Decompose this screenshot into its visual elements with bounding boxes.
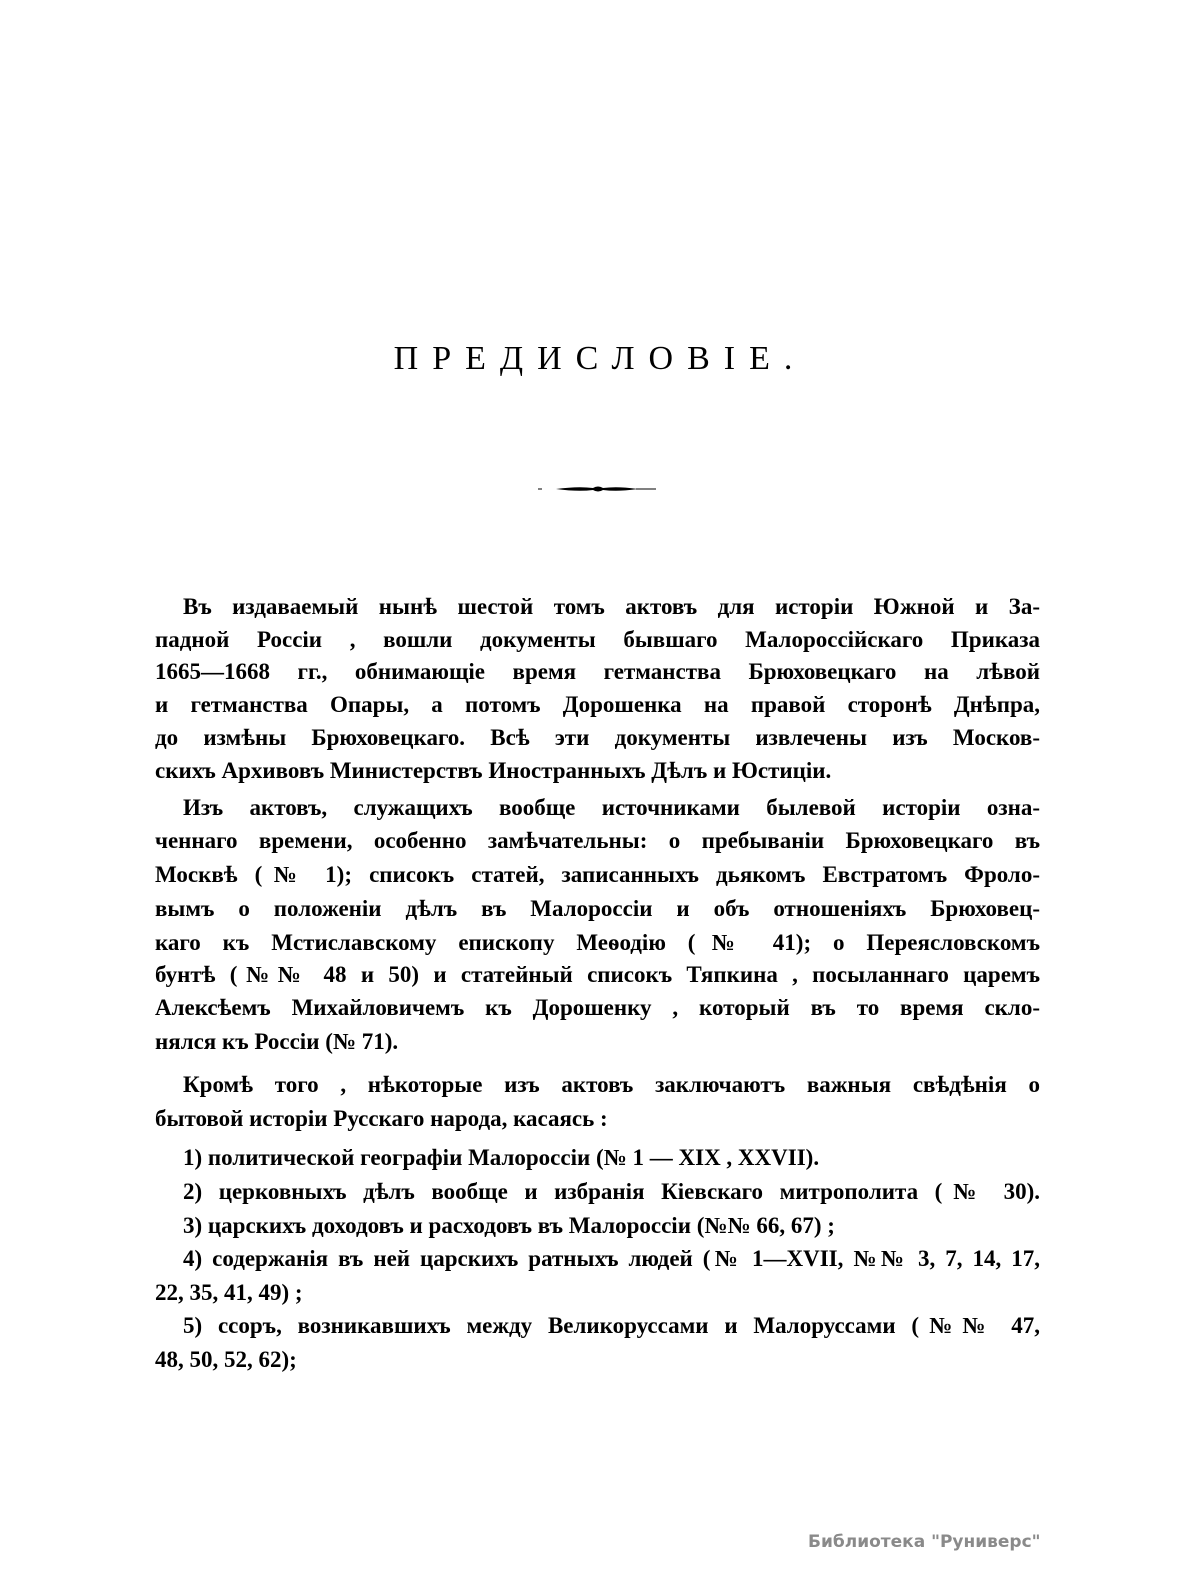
text-line: вымъ о положеніи дѣлъ въ Малороссіи и объ отношеніяхъ Брюховец-: [155, 896, 1040, 921]
library-watermark: Библиотека "Руниверс": [808, 1532, 1041, 1552]
text-line: 4) содержанія въ ней царскихъ ратныхъ людей (№ 1—XVII, №№ 3, 7, 14, 17,: [183, 1246, 1040, 1271]
text-line: бытовой исторіи Русскаго народа, касаясь :: [155, 1106, 608, 1131]
text-line: 48, 50, 52, 62);: [155, 1347, 297, 1372]
text-line: ченнаго времени, особенно замѣчательны: о пребываніи Брюховецкаго въ: [155, 828, 1040, 853]
text-line: 1665—1668 гг., обнимающіе время гетманства Брюховецкаго на лѣвой: [155, 659, 1040, 684]
text-line: до измѣны Брюховецкаго. Всѣ эти документы извлечены изъ Москов-: [155, 725, 1040, 750]
text-line: бунтѣ (№№ 48 и 50) и статейный списокъ Тяпкина , посыланнаго царемъ: [155, 962, 1040, 987]
text-line: 1) политической географіи Малороссіи (№ 1 — XIX , XXVII).: [183, 1145, 820, 1170]
text-line: Москвѣ (№ 1); списокъ статей, записанныхъ дьякомъ Евстратомъ Фроло-: [155, 862, 1040, 887]
text-line: нялся къ Россіи (№ 71).: [155, 1029, 399, 1054]
text-line: Алексѣемъ Михайловичемъ къ Дорошенку , который въ то время скло-: [155, 995, 1040, 1020]
text-line: Въ издаваемый нынѣ шестой томъ актовъ для исторіи Южной и За-: [183, 594, 1040, 619]
text-line: 22, 35, 41, 49) ;: [155, 1280, 303, 1305]
text-line: 3) царскихъ доходовъ и расходовъ въ Малороссіи (№№ 66, 67) ;: [183, 1213, 835, 1238]
text-line: и гетманства Опары, а потомъ Дорошенка на правой сторонѣ Днѣпра,: [155, 692, 1040, 717]
page-title: ПРЕДИСЛОВІЕ.: [393, 340, 807, 377]
text-line: каго къ Мстиславскому епископу Меѳодію (№ 41); о Переясловскомъ: [155, 930, 1040, 955]
text-line: Изъ актовъ, служащихъ вообще источниками былевой исторіи озна-: [183, 795, 1040, 820]
text-line: скихъ Архивовъ Министерствъ Иностранныхъ Дѣлъ и Юстиціи.: [155, 758, 832, 783]
text-line: 2) церковныхъ дѣлъ вообще и избранія Кіевскаго митрополита (№ 30).: [183, 1179, 1040, 1204]
ornament-divider-icon: [538, 482, 658, 496]
text-line: 5) ссоръ, возникавшихъ между Великоруссами и Малоруссами (№№ 47,: [183, 1313, 1040, 1338]
text-line: Кромѣ того , нѣкоторые изъ актовъ заключаютъ важныя свѣдѣнія о: [183, 1072, 1040, 1097]
text-line: падной Россіи , вошли документы бывшаго Малороссійскаго Приказа: [155, 627, 1040, 652]
